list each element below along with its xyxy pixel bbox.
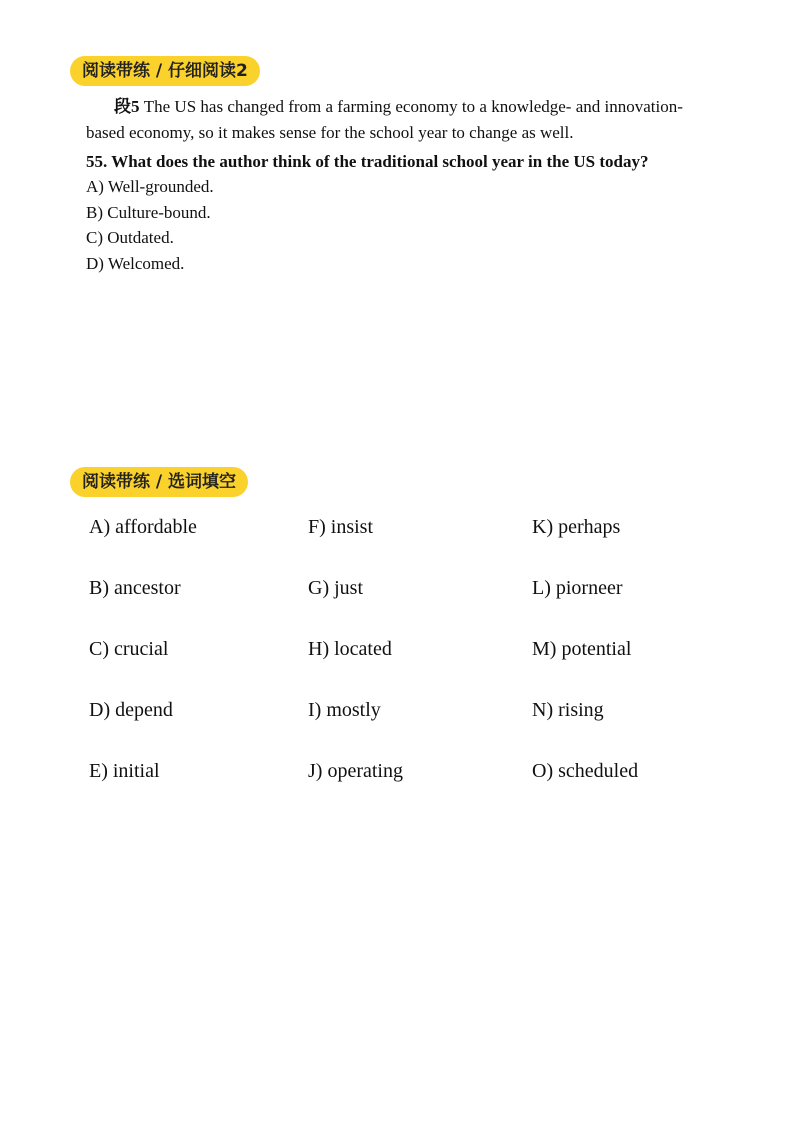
word-item: H) located	[308, 638, 392, 660]
word-item: O) scheduled	[532, 760, 639, 782]
option-a: A) Well-grounded.	[86, 177, 214, 196]
word-item: N) rising	[532, 699, 604, 721]
word-item: D) depend	[89, 699, 173, 721]
option-c: C) Outdated.	[86, 228, 174, 247]
paragraph-tag: 段5	[114, 97, 140, 116]
word-item: F) insist	[308, 516, 374, 538]
word-item: C) crucial	[89, 638, 169, 660]
word-item: E) initial	[89, 760, 160, 782]
option-b: B) Culture-bound.	[86, 202, 211, 222]
word-item: A) affordable	[89, 516, 197, 538]
word-item: B) ancestor	[89, 577, 181, 599]
word-item: I) mostly	[308, 699, 381, 721]
paragraph	[86, 94, 716, 146]
word-item: L) piorneer	[532, 577, 623, 599]
section-header-word-bank: 阅读带练 / 选词填空	[70, 467, 248, 497]
word-item: M) potential	[532, 638, 632, 660]
answer-options	[86, 174, 214, 276]
word-item: G) just	[308, 577, 363, 599]
word-bank	[89, 514, 729, 794]
option-d: D) Welcomed.	[86, 253, 185, 273]
word-item: K) perhaps	[532, 516, 621, 538]
paragraph-text: The US has changed from a farming economy to a knowledge- and innovation-based economy, so it makes sense for the school year to change as well.	[86, 97, 683, 142]
section-header-careful-reading: 阅读带练 / 仔细阅读2	[70, 56, 260, 86]
question-55: 55. What does the author think of the traditional school year in the US today?	[86, 152, 649, 171]
word-item: J) operating	[308, 760, 403, 782]
